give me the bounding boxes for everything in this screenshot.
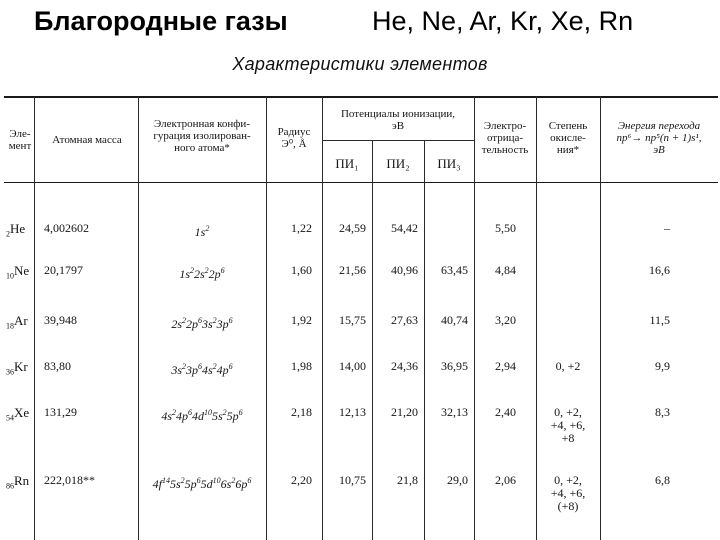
orbital-occupancy: 2 <box>204 266 209 275</box>
orbital: 3s <box>171 363 182 377</box>
title-formula: He, Ne, Ar, Kr, Xe, Rn <box>372 6 634 36</box>
orbital: 5p <box>184 477 197 491</box>
electronegativity: 3,20 <box>495 313 516 327</box>
transition-energy: 16,6 <box>649 263 670 277</box>
ionization-pi1: 21,56 <box>339 263 366 277</box>
atomic-number: 36 <box>6 367 14 377</box>
orbital: 4p <box>216 363 229 377</box>
header-atomic-mass: Атомная масса <box>52 134 122 146</box>
ionization-pi3: 29,0 <box>447 473 468 487</box>
ionization-pi2: 21,8 <box>397 473 418 487</box>
orbital: 6s <box>220 477 232 491</box>
ionization-pi1: 12,13 <box>339 405 366 419</box>
column-divider <box>266 96 267 540</box>
orbital: 6p <box>235 477 248 491</box>
atomic-number: 2 <box>6 229 10 239</box>
orbital-occupancy: 2 <box>231 476 236 485</box>
electron-config <box>140 360 264 377</box>
ionization-subheader-rule <box>322 140 474 141</box>
orbital-occupancy: 6 <box>188 408 192 417</box>
orbital-occupancy: 6 <box>198 316 202 325</box>
header-oxidation: Степень окисле- ния* <box>548 120 588 156</box>
title-main: Благородные газы <box>34 6 288 36</box>
ionization-pi2: 54,42 <box>391 221 418 235</box>
orbital: 2p <box>186 317 198 331</box>
electronegativity: 5,50 <box>495 221 516 235</box>
orbital: 2s <box>194 267 205 281</box>
electron-config <box>140 222 264 239</box>
atomic-radius: 2,20 <box>291 473 312 487</box>
slide-subtitle: Характеристики элементов <box>232 54 488 74</box>
element-name: Xe <box>14 405 30 420</box>
header-config: Электронная конфи- гурация изолирован- ного атома* <box>153 118 251 154</box>
orbital: 5s <box>212 409 223 423</box>
ionization-pi2: 27,63 <box>391 313 418 327</box>
transition-energy: 6,8 <box>655 473 670 487</box>
atomic-number: 86 <box>6 481 14 491</box>
ionization-pi3: 32,13 <box>441 405 468 419</box>
element-symbol <box>6 360 34 379</box>
header-element: Эле- мент <box>8 128 32 152</box>
orbital: 5d <box>200 477 213 491</box>
transition-energy: 11,5 <box>649 313 670 327</box>
orbital-occupancy: 6 <box>238 408 243 417</box>
orbital: 3p <box>186 363 198 377</box>
orbital-occupancy: 2 <box>190 266 194 275</box>
orbital: 5p <box>226 409 239 423</box>
column-divider <box>600 96 601 540</box>
orbital: 1s <box>179 267 190 281</box>
orbital-occupancy: 2 <box>212 316 217 325</box>
orbital-occupancy: 6 <box>196 476 201 485</box>
orbital: 3p <box>216 317 229 331</box>
orbital: 4s <box>161 409 172 423</box>
column-divider <box>536 96 537 540</box>
electronegativity: 2,94 <box>495 359 516 373</box>
orbital: 4p <box>176 409 188 423</box>
atomic-radius: 1,22 <box>291 221 312 235</box>
slide-title <box>0 4 720 40</box>
atomic-radius: 2,18 <box>291 405 312 419</box>
orbital-occupancy: 2 <box>182 362 186 371</box>
atomic-number: 10 <box>6 271 14 281</box>
ionization-pi1: 15,75 <box>339 313 366 327</box>
orbital-occupancy: 2 <box>212 362 217 371</box>
orbital: 4s <box>202 363 213 377</box>
atomic-mass: 20,1797 <box>44 263 83 277</box>
transition-energy: 8,3 <box>655 405 670 419</box>
element-name: Ne <box>14 263 30 278</box>
orbital: 1s <box>194 225 206 239</box>
electron-config <box>140 406 264 423</box>
orbital-occupancy: 6 <box>228 362 233 371</box>
element-symbol <box>6 314 34 333</box>
element-symbol <box>6 406 34 425</box>
orbital-occupancy: 6 <box>247 476 252 485</box>
ionization-pi2: 24,36 <box>391 359 418 373</box>
orbital-occupancy: 2 <box>205 224 210 233</box>
ionization-pi1: 10,75 <box>339 473 366 487</box>
atomic-radius: 1,98 <box>291 359 312 373</box>
element-name: Ar <box>14 313 28 328</box>
atomic-mass: 4,002602 <box>44 221 89 235</box>
orbital-occupancy: 6 <box>220 266 225 275</box>
column-divider <box>34 96 35 540</box>
header-pi3: ПИ₃ <box>437 156 461 171</box>
ionization-pi2: 40,96 <box>391 263 418 277</box>
header-ionization: Потенциалы ионизации, эВ <box>340 108 456 132</box>
electronegativity: 2,06 <box>495 473 516 487</box>
atomic-mass: 222,018** <box>44 473 95 487</box>
orbital-occupancy: 2 <box>182 316 186 325</box>
column-divider <box>474 96 475 540</box>
atomic-mass: 131,29 <box>44 405 77 419</box>
orbital: 2s <box>171 317 182 331</box>
header-transition-energy: Энергия перехода np⁶→ np⁵(n + 1)s¹, эВ <box>616 120 702 156</box>
electron-config <box>140 264 264 281</box>
orbital: 4d <box>192 409 204 423</box>
atomic-radius: 1,60 <box>291 263 312 277</box>
element-name: Kr <box>14 359 28 374</box>
ionization-pi1: 14,00 <box>339 359 366 373</box>
atomic-mass: 83,80 <box>44 359 71 373</box>
element-symbol <box>6 222 34 241</box>
column-divider <box>138 96 139 540</box>
element-symbol <box>6 264 34 283</box>
ionization-pi3: 36,95 <box>441 359 468 373</box>
atomic-radius: 1,92 <box>291 313 312 327</box>
header-pi2: ПИ₂ <box>386 156 410 171</box>
column-divider <box>424 140 425 540</box>
electron-config <box>140 474 264 491</box>
orbital-occupancy: 10 <box>212 476 221 485</box>
oxidation-states: 0, +2, +4, +6, (+8) <box>550 473 586 513</box>
ionization-pi3: 63,45 <box>441 263 468 277</box>
electronegativity: 2,40 <box>495 405 516 419</box>
orbital-occupancy: 6 <box>228 316 233 325</box>
properties-table <box>4 96 718 540</box>
header-radius: Радиус Э⁰, Å <box>277 126 311 150</box>
orbital-occupancy: 2 <box>180 476 185 485</box>
ionization-pi1: 24,59 <box>339 221 366 235</box>
orbital-occupancy: 6 <box>198 362 202 371</box>
atomic-mass: 39,948 <box>44 313 77 327</box>
orbital-occupancy: 10 <box>204 408 212 417</box>
column-divider <box>372 140 373 540</box>
oxidation-states: 0, +2 <box>555 359 581 373</box>
header-pi1: ПИ₁ <box>335 156 359 171</box>
orbital: 2p <box>208 267 221 281</box>
atomic-number: 18 <box>6 321 14 331</box>
transition-energy: – <box>664 221 670 235</box>
header-electronegativity: Электро- отрица- тельность <box>481 120 529 156</box>
orbital-occupancy: 14 <box>162 476 170 485</box>
orbital: 3s <box>202 317 213 331</box>
element-name: He <box>10 221 26 236</box>
transition-energy: 9,9 <box>655 359 670 373</box>
atomic-number: 54 <box>6 413 14 423</box>
table-header-rule <box>4 182 718 183</box>
orbital: 5s <box>170 477 181 491</box>
electronegativity: 4,84 <box>495 263 516 277</box>
oxidation-states: 0, +2, +4, +6, +8 <box>550 405 586 445</box>
electron-config <box>140 314 264 331</box>
orbital-occupancy: 2 <box>222 408 227 417</box>
ionization-pi3: 40,74 <box>441 313 468 327</box>
element-name: Rn <box>14 473 30 488</box>
element-symbol <box>6 474 34 493</box>
orbital: 4f <box>152 477 162 491</box>
orbital-occupancy: 2 <box>172 408 176 417</box>
table-top-rule <box>4 96 718 98</box>
ionization-pi2: 21,20 <box>391 405 418 419</box>
